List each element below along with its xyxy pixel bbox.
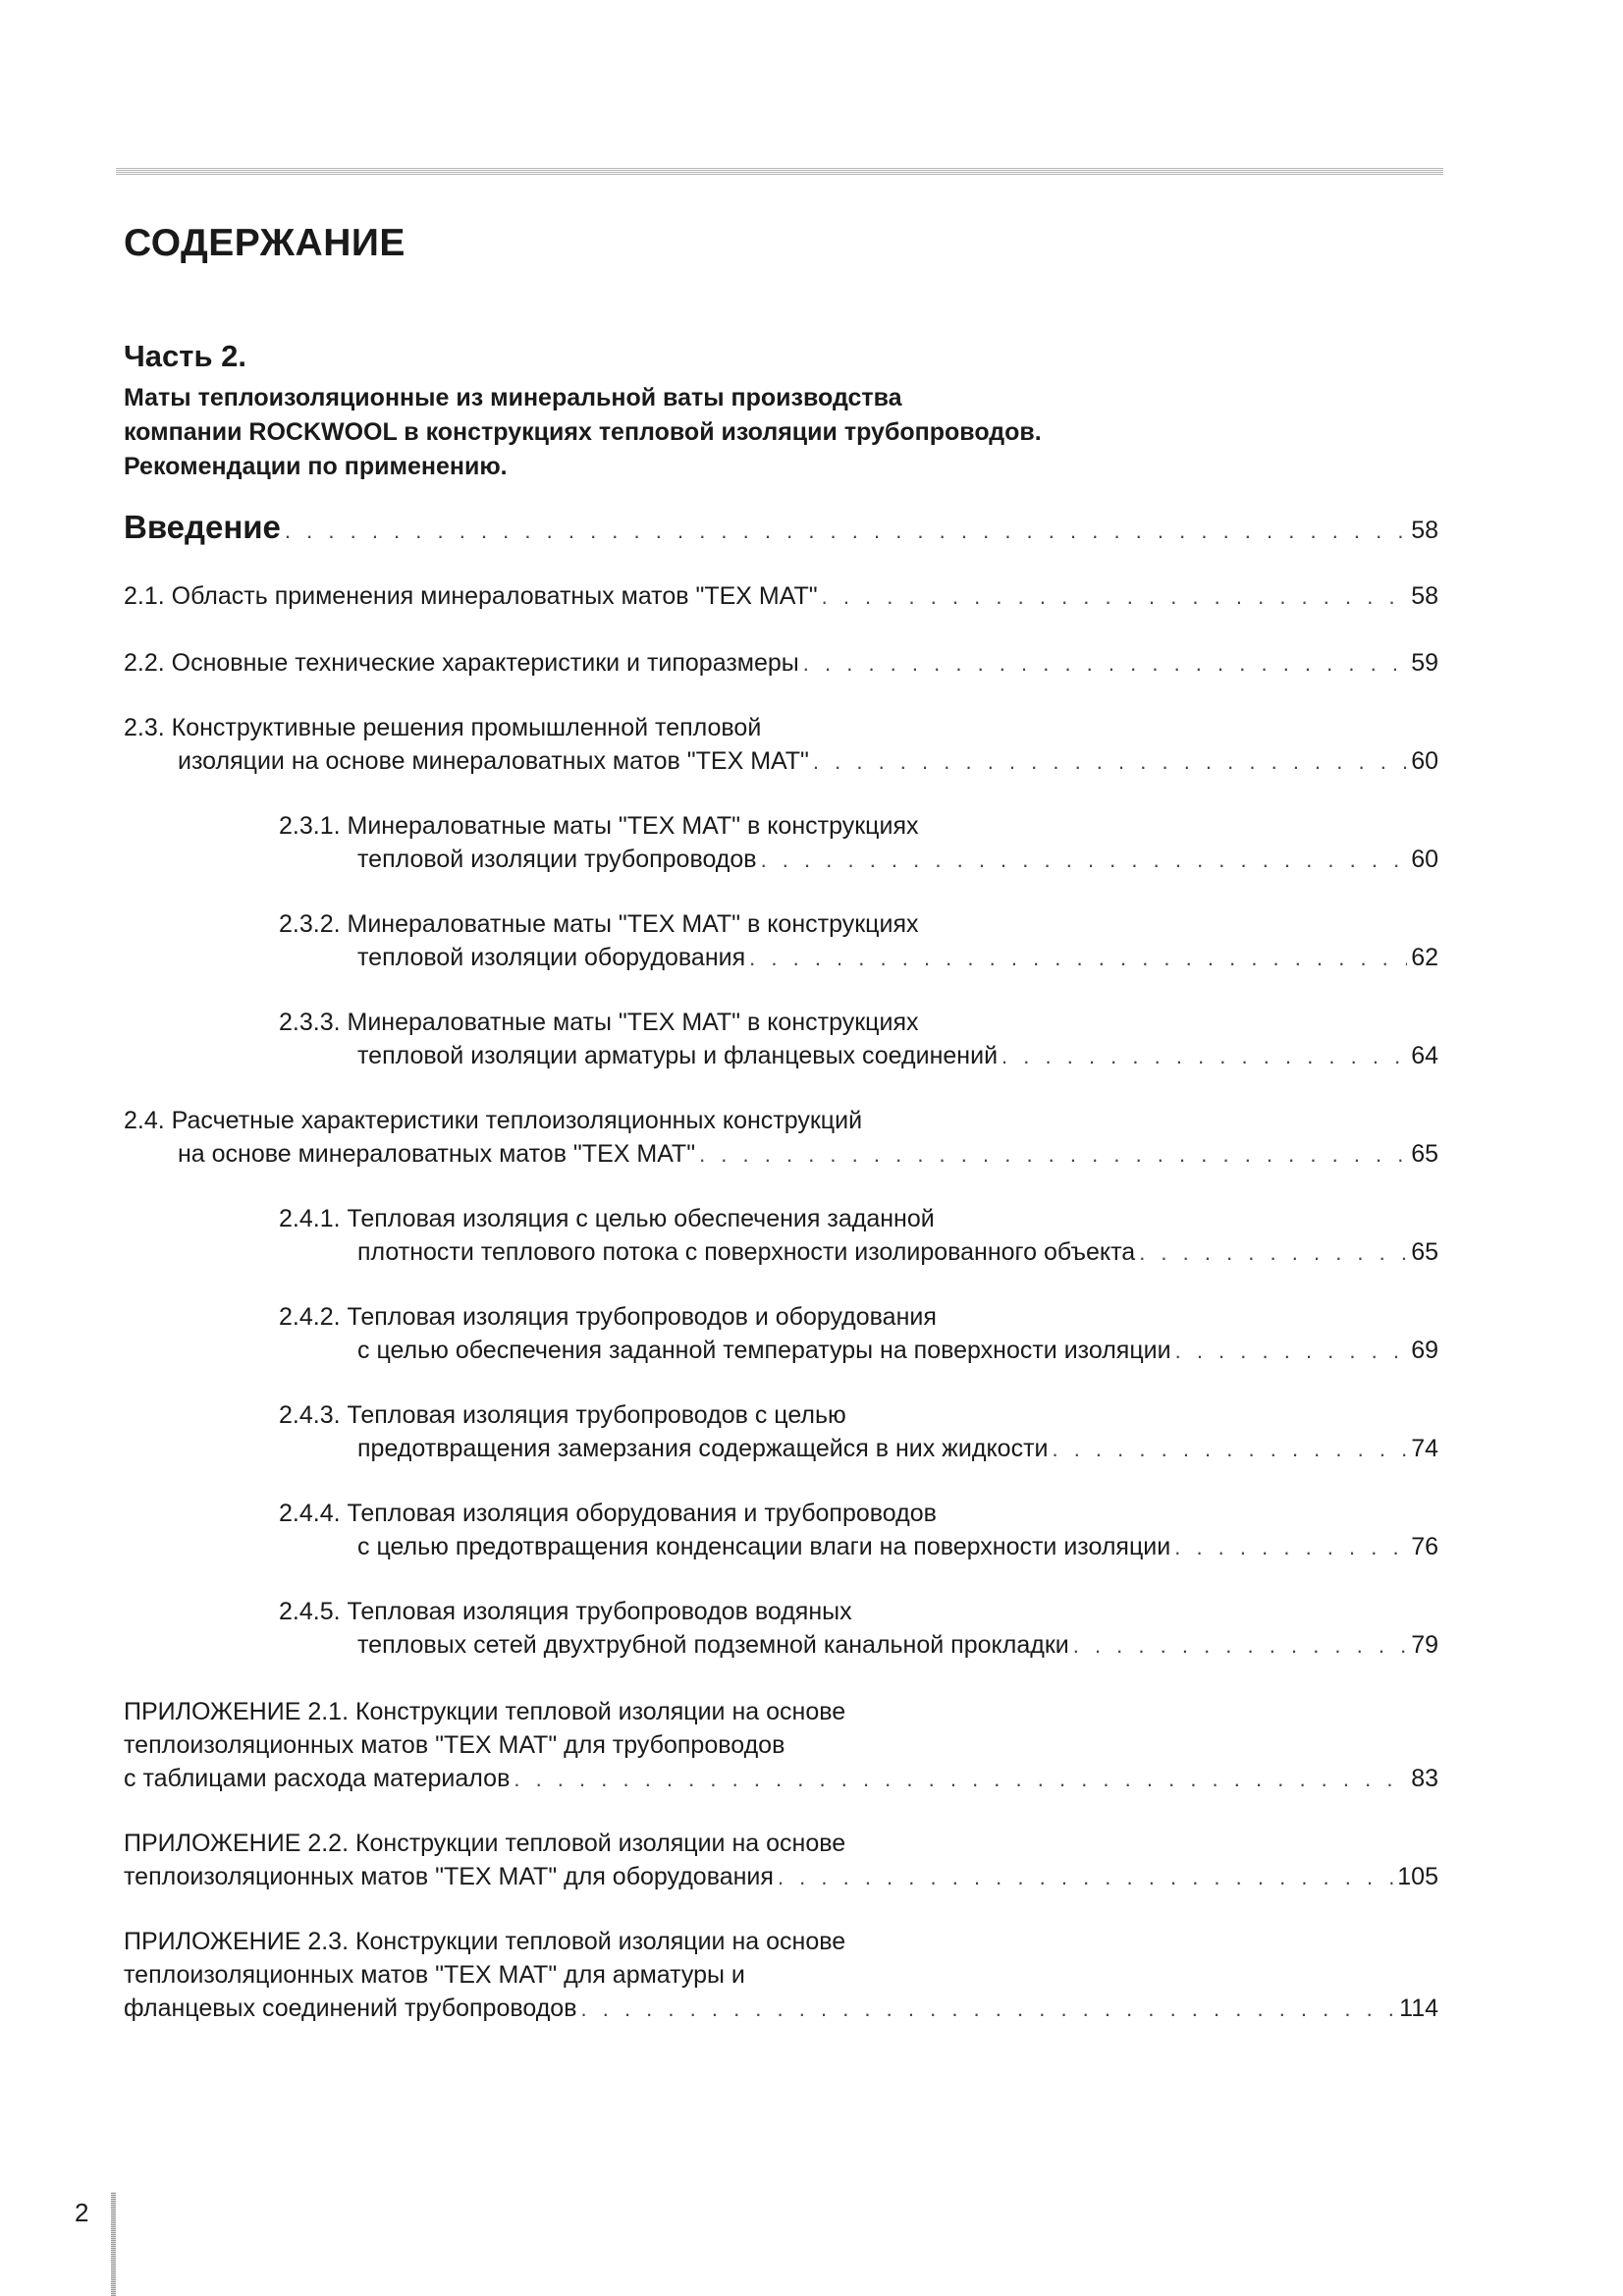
toc-entry-text: 2.4.2. Тепловая изоляция трубопроводов и оборудования [279, 1303, 937, 1331]
toc-page-number: 83 [1411, 1765, 1438, 1792]
toc-page-number: 69 [1411, 1337, 1438, 1364]
toc-entry-text: 2.3.3. Минераловатные маты "ТЕХ МАТ" в конструкциях [279, 1009, 919, 1036]
toc-page-number: 65 [1411, 1140, 1438, 1168]
toc-entry-2-3-2[interactable] [279, 907, 1438, 975]
toc-entry-2-1[interactable] [124, 579, 1438, 614]
toc-page-number: 64 [1411, 1042, 1438, 1069]
part-description-line: Рекомендации по применению. [124, 453, 508, 480]
toc-entry-text: 2.2. Основные технические характеристики и типоразмеры [124, 649, 799, 677]
toc-entry-text: теплоизоляционных матов "ТЕХ МАТ" для арматуры и [124, 1961, 745, 1989]
part-description-line: компании ROCKWOOL в конструкциях тепловой изоляции трубопроводов. [124, 418, 1042, 446]
margin-bar [111, 2192, 116, 2296]
leader-dots [822, 580, 1408, 614]
leader-dots [1175, 1335, 1408, 1368]
toc-page-number: 58 [1411, 517, 1438, 544]
toc-entry-2-4-2[interactable] [279, 1300, 1438, 1368]
toc-page-number: 58 [1411, 582, 1438, 610]
toc-entry-text: с таблицами расхода материалов [124, 1765, 511, 1792]
leader-dots [803, 647, 1407, 681]
toc-entry-text: изоляции на основе минераловатных матов "ТЕХ МАТ" [178, 747, 809, 775]
leader-dots [761, 844, 1408, 877]
toc-entry-text: тепловой изоляции арматуры и фланцевых соединений [357, 1042, 999, 1069]
toc-entry-text: 2.1. Область применения минераловатных матов "ТЕХ МАТ" [124, 582, 818, 610]
toc-entry-appendix-2-3[interactable] [124, 1925, 1438, 2026]
part-label: Часть 2. [124, 339, 246, 373]
leader-dots [1052, 1433, 1407, 1466]
leader-dots [1139, 1236, 1407, 1270]
toc-page-number: 105 [1397, 1863, 1438, 1890]
toc-entry-text: фланцевых соединений трубопроводов [124, 1995, 577, 2022]
toc-page-number: 59 [1411, 649, 1438, 677]
leader-dots [285, 515, 1407, 548]
toc-page-number: 60 [1411, 846, 1438, 873]
toc-entry-2-4-5[interactable] [279, 1595, 1438, 1663]
toc-page-number: 60 [1411, 747, 1438, 775]
toc-entry-text: 2.4.4. Тепловая изоляция оборудования и трубопроводов [279, 1500, 937, 1527]
leader-dots [813, 745, 1407, 779]
toc-page-number: 62 [1411, 944, 1438, 971]
toc-entry-text: тепловой изоляции трубопроводов [357, 846, 757, 873]
toc-entry-2-4-3[interactable] [279, 1398, 1438, 1466]
toc-entry-text: ПРИЛОЖЕНИЕ 2.1. Конструкции тепловой изоляции на основе [124, 1698, 846, 1725]
toc-entry-2-3-1[interactable] [279, 809, 1438, 877]
toc-entry-text: тепловых сетей двухтрубной подземной канальной прокладки [357, 1631, 1069, 1659]
part-description-line: Маты теплоизоляционные из минеральной ваты производства [124, 384, 902, 411]
toc-entry-appendix-2-1[interactable] [124, 1695, 1438, 1796]
leader-dots [699, 1138, 1407, 1172]
toc-entry-text: предотвращения замерзания содержащейся в них жидкости [357, 1435, 1049, 1462]
toc-entry-text: ПРИЛОЖЕНИЕ 2.2. Конструкции тепловой изоляции на основе [124, 1830, 846, 1857]
toc-entry-2-2[interactable] [124, 646, 1438, 681]
leader-dots [514, 1763, 1407, 1796]
toc-entry-text: с целью обеспечения заданной температуры на поверхности изоляции [357, 1337, 1171, 1364]
toc-entry-appendix-2-2[interactable] [124, 1827, 1438, 1894]
leader-dots [1073, 1629, 1407, 1663]
leader-dots [1001, 1040, 1407, 1073]
toc-entry-text: Введение [124, 509, 281, 545]
toc-page-number: 74 [1411, 1435, 1438, 1462]
toc-entry-2-4-1[interactable] [279, 1202, 1438, 1270]
leader-dots [1174, 1531, 1407, 1564]
toc-entry-text: ПРИЛОЖЕНИЕ 2.3. Конструкции тепловой изоляции на основе [124, 1928, 846, 1955]
leader-dots [778, 1861, 1393, 1894]
page-title: СОДЕРЖАНИЕ [124, 222, 406, 264]
page-number: 2 [75, 2198, 89, 2227]
toc-entry-text: тепловой изоляции оборудования [357, 944, 746, 971]
toc-page-number: 76 [1411, 1533, 1438, 1560]
leader-dots [749, 942, 1407, 975]
leader-dots [581, 1993, 1396, 2026]
toc-entry-text: плотности теплового потока с поверхности изолированного объекта [357, 1238, 1136, 1266]
toc-entry-text: 2.4.5. Тепловая изоляция трубопроводов водяных [279, 1598, 852, 1625]
toc-page-number: 114 [1399, 1995, 1438, 2022]
toc-entry-2-4-4[interactable] [279, 1497, 1438, 1564]
toc-entry-text: 2.4.1. Тепловая изоляция с целью обеспечения заданной [279, 1205, 935, 1232]
toc-page-number: 79 [1411, 1631, 1438, 1659]
toc-entry-text: 2.3. Конструктивные решения промышленной тепловой [124, 714, 762, 741]
toc-entry-text: теплоизоляционных матов "ТЕХ МАТ" для оборудования [124, 1863, 774, 1890]
toc-entry-text: теплоизоляционных матов "ТЕХ МАТ" для трубопроводов [124, 1731, 785, 1759]
toc-entry-text: 2.4. Расчетные характеристики теплоизоляционных конструкций [124, 1107, 863, 1134]
toc-page-number: 65 [1411, 1238, 1438, 1266]
toc-entry-introduction[interactable] [124, 511, 1438, 548]
toc-entry-text: на основе минераловатных матов "ТЕХ МАТ" [178, 1140, 696, 1168]
toc-entry-text: с целью предотвращения конденсации влаги на поверхности изоляции [357, 1533, 1171, 1560]
toc-entry-text: 2.3.1. Минераловатные маты "ТЕХ МАТ" в конструкциях [279, 812, 919, 840]
toc-entry-text: 2.3.2. Минераловатные маты "ТЕХ МАТ" в конструкциях [279, 910, 919, 938]
toc-entry-text: 2.4.3. Тепловая изоляция трубопроводов с целью [279, 1401, 846, 1429]
toc-entry-2-3[interactable] [124, 711, 1438, 779]
toc-entry-2-3-3[interactable] [279, 1006, 1438, 1073]
toc-entry-2-4[interactable] [124, 1104, 1438, 1172]
